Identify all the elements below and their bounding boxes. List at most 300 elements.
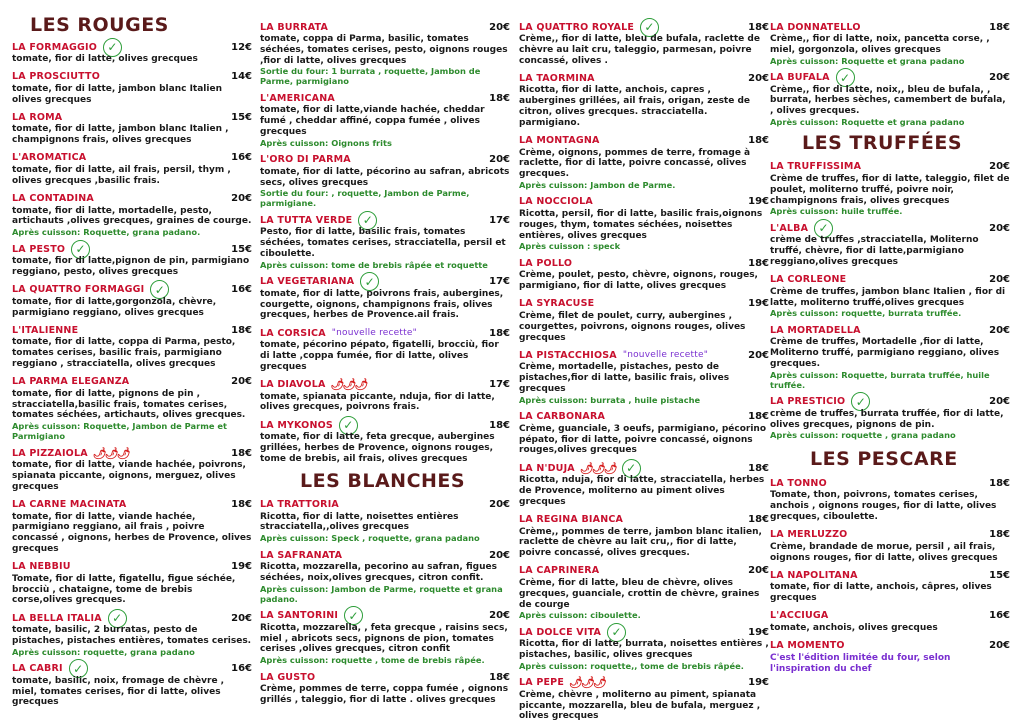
checkmark-icon: ✓ xyxy=(339,416,358,435)
pizza-name xyxy=(519,73,595,84)
after-baking-note: Après cuisson: roquette , grana padano xyxy=(770,430,956,441)
pizza-description: Ricotta, mozzarella, , feta grecque , raisins secs, miel , abricots secs, pignons de pion, tomates cerises ,olives grecques, citron confit xyxy=(260,622,508,655)
pizza-item xyxy=(260,609,510,665)
pizza-header xyxy=(12,151,252,165)
pizza-name-text: LA SYRACUSE xyxy=(519,298,595,310)
after-baking-note: Après cuisson: Roquette, burrata truffée, huile truffée. xyxy=(770,369,990,390)
pizza-description: crème de truffes ,stracciatella, Moliterno truffé, chèvre, fior di latte,parmigiano reggiano,olives grecques xyxy=(770,235,979,267)
pizza-price: 14€ xyxy=(231,71,252,83)
pizza-name-text: LA TONNO xyxy=(770,477,827,489)
after-baking-note: Après cuisson: Jambon de Parme. xyxy=(519,179,676,190)
pizza-item xyxy=(260,418,510,464)
pizza-description: Ricotta, fior di latte, anchois, capres , aubergines grillées, ail frais, origan, zeste de citron, olives grecques. stracciatella. parmigiano. xyxy=(519,85,751,128)
checkmark-icon: ✓ xyxy=(836,68,855,87)
pizza-price: 16€ xyxy=(231,152,252,164)
after-baking-note: Après cuisson: Speck , roquette, grana padano xyxy=(260,533,480,544)
pizza-name xyxy=(519,676,605,689)
spicy-peppers-icon: 🌶🌶🌶 xyxy=(579,461,616,475)
pizza-item xyxy=(770,639,1010,675)
pizza-name-text: L'ALBA xyxy=(770,222,809,234)
pizza-description: C'est l'édition limitée du four, selon l'inspiration du chef xyxy=(770,652,951,674)
pizza-header xyxy=(770,323,1010,337)
pizza-description: tomate, fior di latte, coppa di Parma, pesto, tomates cerises, basilic frais, parmigiano reggiano , stracciatella, olives grecques xyxy=(12,337,236,369)
pizza-name-text: LA MONTAGNA xyxy=(519,135,600,147)
pizza-description: Crème, pommes de terre, coppa fumée , oignons grillés , taleggio, fior di latte . olives grecques xyxy=(260,684,509,705)
pizza-name-text: LA CABRI xyxy=(12,663,63,675)
pizza-name xyxy=(519,135,600,146)
pizza-header xyxy=(770,476,1010,490)
pizza-item xyxy=(12,242,252,278)
pizza-price: 18€ xyxy=(989,529,1010,541)
pizza-header xyxy=(770,20,1010,34)
pizza-header xyxy=(260,498,510,512)
column-1 xyxy=(12,0,252,724)
pizza-price: 20€ xyxy=(231,193,252,205)
column-3 xyxy=(519,0,769,724)
after-baking-note: Sortie du four: , roquette, Jambon de Parme, parmigiane. xyxy=(260,188,470,209)
pizza-header xyxy=(12,70,252,84)
after-baking-note: Après cuisson: burrata , huile pistache xyxy=(519,394,701,405)
spicy-peppers-icon: 🌶🌶🌶 xyxy=(92,446,129,460)
checkmark-icon: ✓ xyxy=(71,240,90,259)
pizza-item xyxy=(519,676,769,722)
pizza-price: 20€ xyxy=(989,396,1010,408)
pizza-description: tomate, fior di latte, viande hachée, poivrons, spianata piccante, oignons, merguez, olives grecques xyxy=(12,460,246,492)
pizza-description: Crème, fior di latte, bleu de chèvre, olives grecques, guanciale, crottin de chèvre, graines de courge xyxy=(519,577,760,610)
pizza-price: 15€ xyxy=(989,569,1010,581)
pizza-header xyxy=(12,446,252,460)
pizza-name-text: LA TUTTA VERDE xyxy=(260,214,353,226)
checkmark-icon: ✓ xyxy=(640,18,659,37)
after-baking-note: Sortie du four: 1 burrata , roquette, Jambon de Parme, parmigiano xyxy=(260,66,481,87)
pizza-name xyxy=(12,499,126,510)
pizza-header xyxy=(12,323,252,337)
pizza-item xyxy=(519,297,769,343)
pizza-name xyxy=(12,376,129,387)
pizza-item xyxy=(12,110,252,146)
after-baking-note: Après cuisson: ciboulette. xyxy=(519,610,641,621)
pizza-header xyxy=(519,461,769,475)
checkmark-icon: ✓ xyxy=(108,609,127,628)
pizza-header xyxy=(12,40,252,54)
pizza-name-text: LA SAFRANATA xyxy=(260,549,343,561)
pizza-description: crème de truffes, burrata truffée, fior di latte, olives grecques, pignons de pin. xyxy=(770,408,1004,430)
pizza-price: 20€ xyxy=(489,549,510,561)
after-baking-note: Après cuisson : speck xyxy=(519,241,621,252)
pizza-description: Ricotta, fior di latte, burrata, noisettes entières , pistaches, basilic, olives grecques xyxy=(519,639,769,661)
pizza-name xyxy=(12,71,100,82)
pizza-name xyxy=(519,350,708,361)
pizza-name-text: LA TAORMINA xyxy=(519,72,595,84)
pizza-description: Crème, chèvre , moliterno au piment, spianata piccante, mozzarella, bleu de bufala, merguez , olives grecques xyxy=(519,689,761,722)
pizza-header xyxy=(519,676,769,690)
pizza-name xyxy=(519,565,599,576)
pizza-header xyxy=(770,71,1010,85)
pizza-item xyxy=(260,498,510,544)
pizza-name-text: LA MERLUZZO xyxy=(770,529,848,541)
pizza-name xyxy=(12,561,71,572)
pizza-description: tomate, fior di latte, poivrons frais, aubergines, courgette, oignons, champignons frais, olives grecques, herbes de Provence.ail frais. xyxy=(260,288,504,321)
after-baking-note: Après cuisson: roquette , tome de brebis râpée. xyxy=(260,655,485,666)
pizza-description: Crème, brandade de morue, persil , ail frais, oignons rouges, fior di latte, olives grecques xyxy=(770,541,998,563)
pizza-item xyxy=(12,70,252,106)
pizza-item xyxy=(519,134,769,190)
pizza-name-text: LA REGINA BIANCA xyxy=(519,514,624,526)
pizza-name-text: LA FORMAGGIO xyxy=(12,41,98,53)
pizza-description: tomate, fior di latte, viande hachée, parmigiano reggiano, ail frais , poivre concassé , oignons, herbes de Provence, olives grecques xyxy=(12,511,252,554)
pizza-header xyxy=(519,134,769,148)
pizza-header xyxy=(260,153,510,167)
pizza-price: 18€ xyxy=(231,499,252,511)
pizza-item xyxy=(770,221,1010,267)
pizza-name xyxy=(260,378,366,391)
pizza-name-text: LA CAPRINERA xyxy=(519,565,600,577)
pizza-item xyxy=(260,548,510,604)
pizza-item xyxy=(770,20,1010,66)
pizza-name xyxy=(770,478,827,489)
pizza-name-text: LA VEGETARIANA xyxy=(260,276,355,288)
pizza-price: 16€ xyxy=(231,284,252,296)
pizza-description: Ricotta, fior di latte, noisettes entières stracciatella,,olives grecques xyxy=(260,511,459,533)
pizza-item xyxy=(12,192,252,238)
pizza-header xyxy=(260,326,510,340)
pizza-description: Pesto, fior di latte, basilic frais, tomates séchées, tomates cerises, stracciatella, persil et ciboulette. xyxy=(260,227,506,259)
pizza-price: 18€ xyxy=(989,21,1010,33)
pizza-name-text: L'AROMATICA xyxy=(12,152,87,164)
pizza-price: 20€ xyxy=(489,499,510,511)
pizza-header xyxy=(770,273,1010,287)
pizza-price: 19€ xyxy=(748,196,769,208)
pizza-description: Crème, oignons, pommes de terre, fromage à raclette, fior di latte, poivre concassé, olives grecques. xyxy=(519,147,751,180)
pizza-header xyxy=(770,221,1010,235)
pizza-price: 20€ xyxy=(989,222,1010,234)
pizza-description: Crème, guanciale, 3 oeufs, parmigiano, pécorino pépato, fior di latte, poivre concassé, oignons rouges,olives grecques xyxy=(519,423,766,456)
pizza-price: 19€ xyxy=(748,677,769,689)
pizza-description: tomate, fior di latte, ail frais, persil, thym , olives grecques ,basilic frais. xyxy=(12,164,231,186)
pizza-header xyxy=(519,348,769,362)
pizza-item xyxy=(519,195,769,251)
pizza-name-text: LA GUSTO xyxy=(260,671,316,683)
pizza-name xyxy=(519,411,605,422)
pizza-list xyxy=(770,160,1010,440)
pizza-name-text: LA NEBBIU xyxy=(12,561,71,573)
pizza-price: 18€ xyxy=(489,92,510,104)
pizza-name xyxy=(519,298,594,309)
pizza-name xyxy=(770,22,861,33)
pizza-name-text: LA MORTADELLA xyxy=(770,324,861,336)
pizza-name-text: LA DIAVOLA xyxy=(260,379,326,391)
pizza-item xyxy=(12,151,252,187)
pizza-price: 20€ xyxy=(989,324,1010,336)
pizza-item xyxy=(12,323,252,369)
pizza-price: 18€ xyxy=(748,411,769,423)
pizza-name-text: LA TRUFFISSIMA xyxy=(770,161,862,173)
pizza-item xyxy=(260,326,510,372)
pizza-name-text: LA CONTADINA xyxy=(12,193,94,205)
new-recipe-note: "nouvelle recette" xyxy=(622,350,709,361)
pizza-item xyxy=(770,323,1010,389)
checkmark-icon: ✓ xyxy=(851,392,870,411)
pizza-name-text: LA PROSCIUTTO xyxy=(12,71,100,83)
pizza-item xyxy=(770,528,1010,564)
pizza-name-text: LA PIZZAIOLA xyxy=(12,447,88,459)
pizza-header xyxy=(260,20,510,34)
pizza-description: tomate, fior di latte,gorgonzola, chèvre, parmigiano reggiano, olives grecques xyxy=(12,296,217,318)
pizza-item xyxy=(260,20,510,86)
pizza-price: 20€ xyxy=(989,161,1010,173)
pizza-name xyxy=(519,196,593,207)
pizza-price: 17€ xyxy=(489,276,510,288)
pizza-description: Tomate, fior di latte, figatellu, figue séchée, brocciù , chataigne, tome de brebis corse,olives grecques. xyxy=(12,573,236,606)
pizza-item xyxy=(770,395,1010,441)
pizza-header xyxy=(770,609,1010,623)
pizza-item xyxy=(260,670,510,706)
pizza-description: tomate, fior di latte, pignons de pin , stracciatella,basilic frais, tomates cerises, tomates séchées, artichauts, olives grecques. xyxy=(12,388,246,421)
pizza-item xyxy=(770,160,1010,216)
pizza-price: 19€ xyxy=(748,298,769,310)
pizza-price: 18€ xyxy=(231,324,252,336)
pizza-header xyxy=(770,528,1010,542)
pizza-name-text: LA CARBONARA xyxy=(519,411,606,423)
pizza-description: tomate, fior di latte, jambon blanc Italien , champignons frais, olives grecques xyxy=(12,124,229,146)
pizza-name xyxy=(770,325,861,336)
pizza-header xyxy=(260,378,510,392)
column-4 xyxy=(770,0,1010,724)
spicy-peppers-icon: 🌶🌶🌶 xyxy=(569,676,605,690)
pizza-name-text: LA PISTACCHIOSA xyxy=(519,349,617,361)
section-title-blanches: LES BLANCHES xyxy=(300,469,466,492)
pizza-name-text: LA BELLA ITALIA xyxy=(12,612,102,624)
pizza-header xyxy=(260,670,510,684)
pizza-item xyxy=(519,625,769,671)
pizza-price: 18€ xyxy=(748,21,769,33)
pizza-description: Ricotta, mozzarella, pecorino au safran, figues séchées, noix,olives grecques, citron confit. xyxy=(260,562,497,583)
pizza-item xyxy=(519,461,769,507)
pizza-header xyxy=(519,297,769,311)
pizza-description: Crème,, fior di latte, bleu de bufala, raclette de chèvre au lait cru, taleggio, parmesan, poivre concassé, olives . xyxy=(519,34,760,66)
after-baking-note: Après cuisson: roquette, burrata truffée. xyxy=(770,308,962,319)
after-baking-note: Après cuisson: Roquette, grana padano. xyxy=(12,227,201,238)
pizza-header xyxy=(260,418,510,432)
checkmark-icon: ✓ xyxy=(607,623,626,642)
pizza-price: 20€ xyxy=(989,72,1010,84)
after-baking-note: Après cuisson: roquette,, tome de brebis râpée. xyxy=(519,660,744,671)
pizza-price: 16€ xyxy=(231,663,252,675)
pizza-price: 18€ xyxy=(748,257,769,269)
pizza-name xyxy=(12,193,94,204)
pizza-item xyxy=(260,91,510,147)
after-baking-note: Après cuisson: Roquette, Jambon de Parme et Parmigiano xyxy=(12,421,227,442)
pizza-price: 15€ xyxy=(231,243,252,255)
pizza-price: 19€ xyxy=(748,626,769,638)
pizza-name xyxy=(260,154,351,165)
pizza-name xyxy=(770,529,847,540)
pizza-name xyxy=(519,514,623,525)
after-baking-note: Après cuisson: Roquette et grana padano xyxy=(770,55,965,66)
pizza-header xyxy=(770,395,1010,409)
pizza-price: 17€ xyxy=(489,379,510,391)
pizza-name-text: LA TRATTORIA xyxy=(260,499,339,511)
pizza-item xyxy=(519,71,769,128)
pizza-name-text: LA CORLEONE xyxy=(770,274,847,286)
pizza-name-text: LA BURRATA xyxy=(260,21,329,33)
pizza-header xyxy=(770,639,1010,653)
pizza-name-text: LA PARMA ELEGANZA xyxy=(12,376,130,388)
checkmark-icon: ✓ xyxy=(150,280,169,299)
pizza-name xyxy=(12,325,78,336)
pizza-price: 16€ xyxy=(989,610,1010,622)
pizza-header xyxy=(12,242,252,256)
pizza-description: tomate, fior di latte, anchois, câpres, olives grecques xyxy=(770,582,992,604)
pizza-description: tomate, fior di latte, pécorino au safran, abricots secs, olives grecques xyxy=(260,166,510,188)
pizza-name-text: LA BUFALA xyxy=(770,72,830,84)
after-baking-note: Après cuisson: Oignons frits xyxy=(260,137,392,148)
pizza-price: 19€ xyxy=(231,561,252,573)
pizza-header xyxy=(12,283,252,297)
pizza-description: tomate, fior di latte,viande hachée, cheddar fumé , cheddar affiné, coppa fumée , olives grecques xyxy=(260,105,485,137)
pizza-name-text: LA N'DUJA xyxy=(519,462,575,474)
pizza-item xyxy=(260,275,510,321)
pizza-price: 18€ xyxy=(748,135,769,147)
pizza-name xyxy=(260,22,328,33)
pizza-name xyxy=(260,672,315,683)
pizza-description: tomate, fior di latte,pignon de pin, parmigiano reggiano, pesto, olives grecques xyxy=(12,256,250,277)
pizza-name xyxy=(12,152,86,163)
after-baking-note: Après cuisson: huile truffée. xyxy=(770,206,903,217)
pizza-description: Crème, mortadelle, pistaches, pesto de pistaches,fior di latte, basilic frais, olives grecques xyxy=(519,362,730,394)
section-title-pescare: LES PESCARE xyxy=(810,448,958,471)
pizza-name-text: LA DOLCE VITA xyxy=(519,626,602,638)
pizza-price: 18€ xyxy=(489,327,510,339)
pizza-header xyxy=(12,498,252,512)
pizza-price: 18€ xyxy=(748,462,769,474)
pizza-header xyxy=(519,513,769,527)
pizza-item xyxy=(770,568,1010,604)
pizza-list xyxy=(12,40,252,708)
pizza-list xyxy=(260,20,510,465)
pizza-item xyxy=(770,71,1010,127)
pizza-price: 17€ xyxy=(489,214,510,226)
pizza-price: 20€ xyxy=(489,154,510,166)
pizza-header xyxy=(519,71,769,85)
pizza-name xyxy=(770,640,845,651)
pizza-name-text: LA ROMA xyxy=(12,111,63,123)
pizza-price: 20€ xyxy=(748,565,769,577)
pizza-header xyxy=(260,548,510,562)
pizza-price: 18€ xyxy=(231,447,252,459)
pizza-name-text: LA DONNATELLO xyxy=(770,21,861,33)
pizza-name xyxy=(770,161,861,172)
pizza-name-text: L'AMERICANA xyxy=(260,92,335,104)
after-baking-note: Après cuisson: roquette, grana padano xyxy=(12,646,195,657)
pizza-header xyxy=(12,110,252,124)
pizza-description: tomate, pécorino pépato, figatelli, brocciù, fior di latte ,coppa fumée, fior di latte, olives grecques xyxy=(260,340,499,372)
pizza-header xyxy=(770,568,1010,582)
column-2 xyxy=(260,0,510,724)
pizza-name-text: LA SANTORINI xyxy=(260,610,339,622)
pizza-name-text: LA CORSICA xyxy=(260,327,326,339)
pizza-header xyxy=(519,564,769,578)
pizza-list xyxy=(519,20,769,722)
checkmark-icon: ✓ xyxy=(622,459,641,478)
pizza-description: tomate, basilic, noix, fromage de chèvre , miel, tomates cerises, fior di latte, olives grecques xyxy=(12,675,225,708)
pizza-name-text: LA POLLO xyxy=(519,257,573,269)
pizza-list xyxy=(770,20,1010,127)
section-title-rouges: LES ROUGES xyxy=(30,14,169,36)
new-recipe-note: "nouvelle recette" xyxy=(331,328,417,339)
section-title-truffees: LES TRUFFÉES xyxy=(802,131,963,154)
checkmark-icon: ✓ xyxy=(814,219,833,238)
pizza-item xyxy=(12,40,252,65)
pizza-header xyxy=(519,625,769,639)
pizza-name-text: LA QUATTRO ROYALE xyxy=(519,21,635,33)
pizza-name-text: L'ORO DI PARMA xyxy=(260,154,351,166)
pizza-description: Crème de truffes, jambon blanc Italien , fior di latte, moliterno truffé,olives grecques xyxy=(770,286,1006,308)
pizza-name xyxy=(260,550,342,561)
pizza-price: 20€ xyxy=(489,21,510,33)
pizza-name-text: LA QUATTRO FORMAGGI xyxy=(12,284,145,296)
pizza-header xyxy=(770,160,1010,174)
pizza-name xyxy=(12,447,129,460)
pizza-price: 18€ xyxy=(489,671,510,683)
pizza-description: Crème de truffes, fior di latte, taleggio, filet de poulet, moliterno truffé, poivre noir, champignons frais, olives grecques xyxy=(770,173,1010,206)
pizza-header xyxy=(519,20,769,34)
pizza-description: Crème,, pommes de terre, jambon blanc italien, raclette de chèvre au lait cru,, fior di latte, poivre concassé, olives grecques. xyxy=(519,526,762,559)
pizza-description: Crème, poulet, pesto, chèvre, oignons, rouges, parmigiano, fior di latte, olives grecques xyxy=(519,270,758,292)
pizza-price: 12€ xyxy=(231,41,252,53)
pizza-item xyxy=(12,611,252,657)
pizza-description: Ricotta, nduja, fior di latte, stracciatella, herbes de Provence, moliterno au piment olives grecques xyxy=(519,475,765,507)
pizza-name-text: L'ACCIUGA xyxy=(770,610,829,622)
pizza-header xyxy=(519,256,769,270)
pizza-price: 15€ xyxy=(231,111,252,123)
pizza-item xyxy=(12,560,252,606)
pizza-item xyxy=(519,564,769,620)
pizza-item xyxy=(12,283,252,319)
pizza-description: tomate, fior di latte, jambon blanc Italien olives grecques xyxy=(12,83,222,105)
checkmark-icon: ✓ xyxy=(360,272,379,291)
pizza-name xyxy=(770,610,828,621)
pizza-description: Crème, filet de poulet, curry, aubergines , courgettes, poivrons, oignons rouges, olives grecques xyxy=(519,310,746,343)
pizza-name xyxy=(12,112,62,123)
pizza-name xyxy=(260,93,335,104)
pizza-description: Tomate, thon, poivrons, tomates cerises, anchois , oignons rouges, fior di latte, olives grecques, ciboulette. xyxy=(770,490,997,522)
pizza-name-text: LA PESTO xyxy=(12,243,66,255)
pizza-item xyxy=(260,378,510,414)
pizza-name xyxy=(519,258,572,269)
pizza-price: 20€ xyxy=(231,376,252,388)
pizza-description: tomate, fior di latte, olives grecques xyxy=(12,54,198,64)
checkmark-icon: ✓ xyxy=(69,659,88,678)
pizza-item xyxy=(12,375,252,441)
pizza-price: 18€ xyxy=(989,477,1010,489)
checkmark-icon: ✓ xyxy=(358,211,377,230)
pizza-item xyxy=(519,410,769,456)
pizza-name-text: LA CARNE MACINATA xyxy=(12,499,127,511)
pizza-header xyxy=(260,213,510,227)
pizza-item xyxy=(770,273,1010,319)
pizza-header xyxy=(519,195,769,209)
checkmark-icon: ✓ xyxy=(103,38,122,57)
pizza-description: tomate, coppa di Parma, basilic, tomates séchées, tomates cerises, pesto, oignons rouges ,fior di latte, olives grecques xyxy=(260,34,508,66)
pizza-header xyxy=(260,91,510,105)
pizza-name-text: LA MOMENTO xyxy=(770,640,845,652)
after-baking-note: Après cuisson: Jambon de Parme, roquette et grana padano. xyxy=(260,583,503,604)
pizza-list xyxy=(770,476,1010,674)
pizza-header xyxy=(12,662,252,676)
pizza-description: tomate, spianata piccante, nduja, fior di latte, olives grecques, poivrons frais. xyxy=(260,391,495,413)
pizza-description: Ricotta, persil, fior di latte, basilic frais,oignons rouges, thym, tomates séchées, noisettes entières, olives grecques xyxy=(519,208,763,241)
